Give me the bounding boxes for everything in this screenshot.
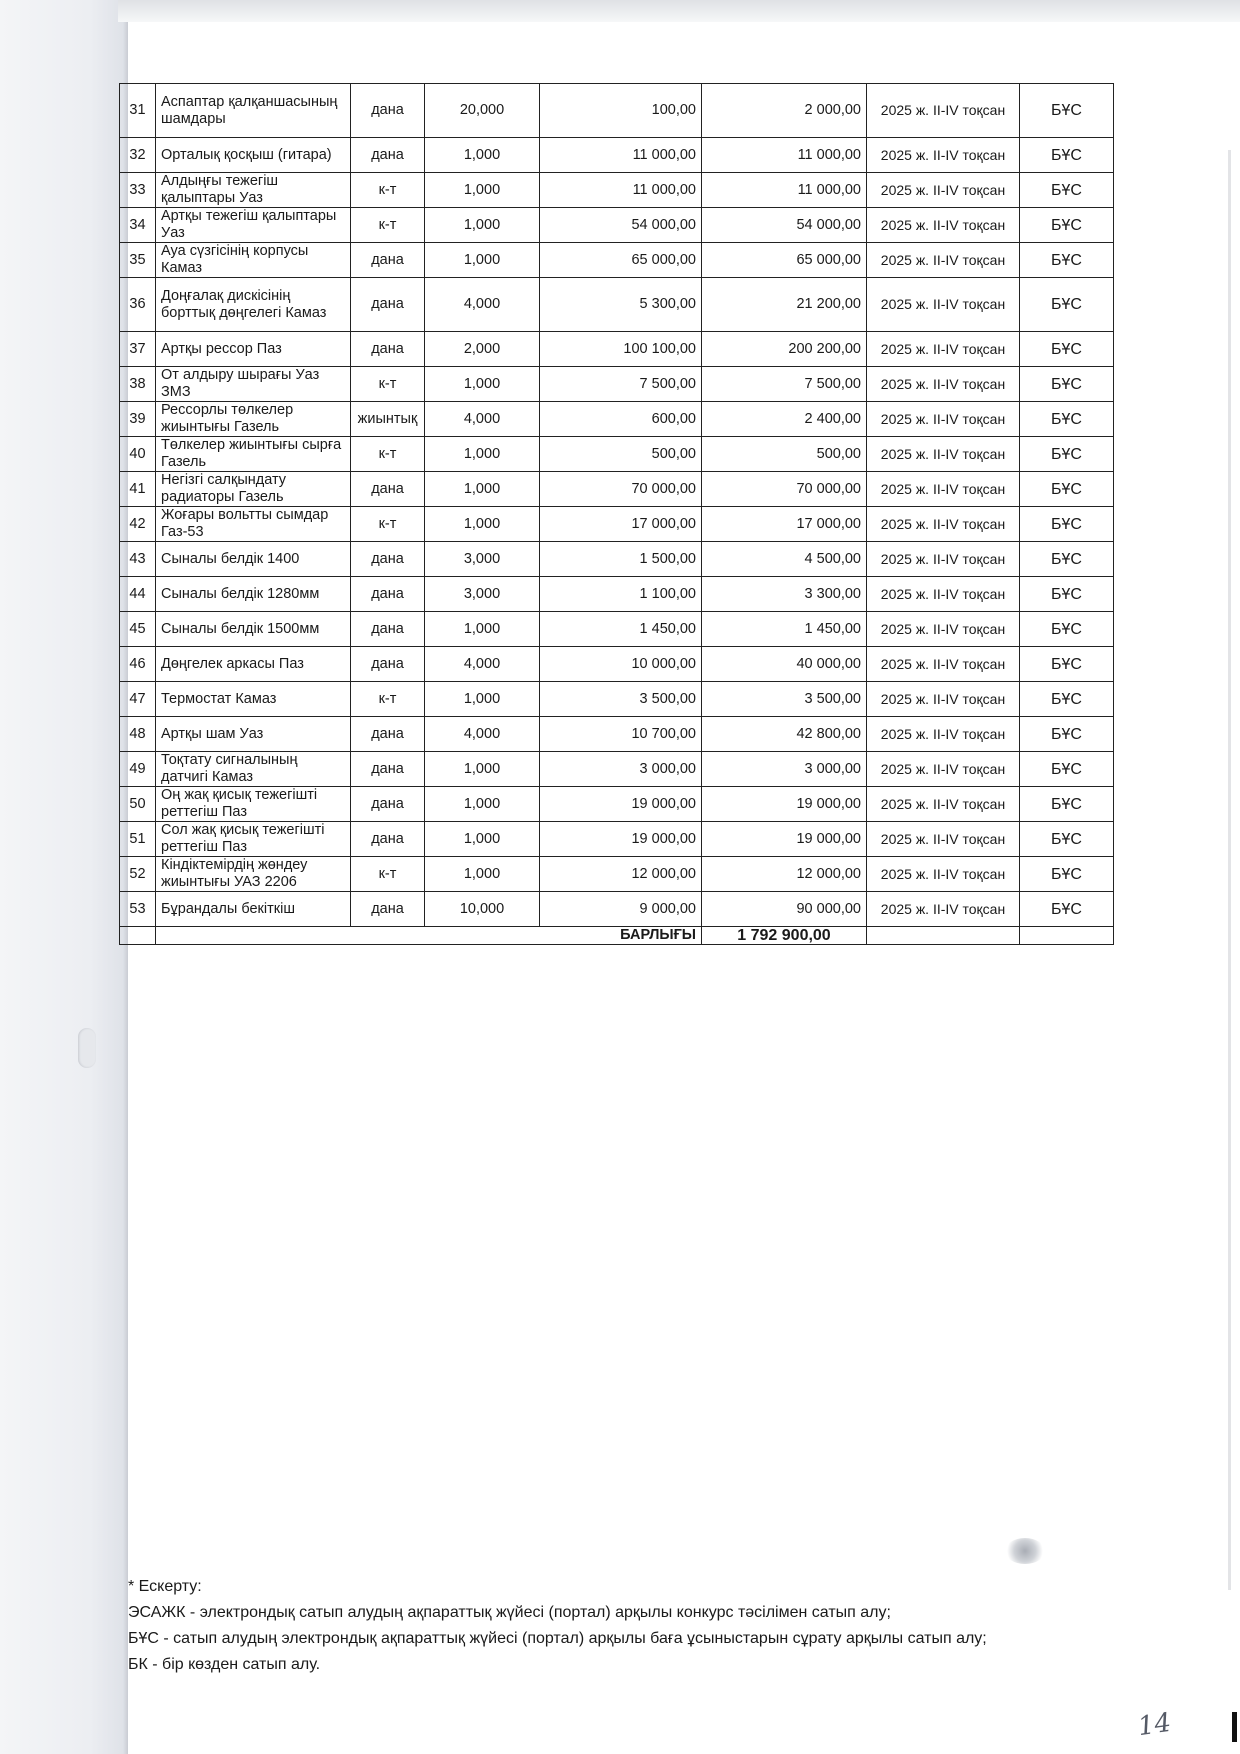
unit-cell: дана bbox=[351, 612, 425, 647]
row-number-cell: 45 bbox=[120, 612, 156, 647]
unit-price-cell: 65 000,00 bbox=[540, 243, 702, 278]
unit-cell: дана bbox=[351, 542, 425, 577]
row-number-cell: 52 bbox=[120, 857, 156, 892]
delivery-period-cell: 2025 ж. II-IV тоқсан bbox=[867, 332, 1020, 367]
delivery-period-cell: 2025 ж. II-IV тоқсан bbox=[867, 857, 1020, 892]
unit-price-cell: 5 300,00 bbox=[540, 278, 702, 332]
unit-cell: к-т bbox=[351, 437, 425, 472]
quantity-cell: 4,000 bbox=[425, 278, 540, 332]
delivery-period-cell: 2025 ж. II-IV тоқсан bbox=[867, 402, 1020, 437]
item-name-cell: От алдыру шырағы Уаз ЗМЗ bbox=[156, 367, 351, 402]
table-row bbox=[120, 787, 1114, 822]
amount-cell: 19 000,00 bbox=[702, 787, 867, 822]
amount-cell: 500,00 bbox=[702, 437, 867, 472]
table-row bbox=[120, 208, 1114, 243]
amount-cell: 70 000,00 bbox=[702, 472, 867, 507]
row-number-cell: 37 bbox=[120, 332, 156, 367]
quantity-cell: 1,000 bbox=[425, 138, 540, 173]
table-row bbox=[120, 472, 1114, 507]
unit-cell: дана bbox=[351, 892, 425, 927]
unit-cell: дана bbox=[351, 822, 425, 857]
scan-shadow-top bbox=[118, 0, 1240, 22]
table-row bbox=[120, 138, 1114, 173]
unit-price-cell: 19 000,00 bbox=[540, 787, 702, 822]
total-value: 1 792 900,00 bbox=[702, 927, 867, 945]
delivery-period-cell: 2025 ж. II-IV тоқсан bbox=[867, 507, 1020, 542]
amount-cell: 54 000,00 bbox=[702, 208, 867, 243]
unit-cell: дана bbox=[351, 243, 425, 278]
page-number: 14 bbox=[1136, 1707, 1174, 1743]
amount-cell: 2 400,00 bbox=[702, 402, 867, 437]
table-row bbox=[120, 437, 1114, 472]
item-name-cell: Артқы тежегіш қалыптары Уаз bbox=[156, 208, 351, 243]
table-row bbox=[120, 752, 1114, 787]
procurement-method-cell: БҰС bbox=[1020, 507, 1114, 542]
procurement-method-cell: БҰС bbox=[1020, 138, 1114, 173]
row-number-cell: 43 bbox=[120, 542, 156, 577]
row-number-cell: 39 bbox=[120, 402, 156, 437]
unit-cell: к-т bbox=[351, 208, 425, 243]
table-row bbox=[120, 332, 1114, 367]
quantity-cell: 1,000 bbox=[425, 173, 540, 208]
unit-cell: жиынтық bbox=[351, 402, 425, 437]
amount-cell: 4 500,00 bbox=[702, 542, 867, 577]
item-name-cell: Артқы шам Уаз bbox=[156, 717, 351, 752]
delivery-period-cell: 2025 ж. II-IV тоқсан bbox=[867, 243, 1020, 278]
table-row bbox=[120, 84, 1114, 138]
unit-cell: дана bbox=[351, 278, 425, 332]
amount-cell: 11 000,00 bbox=[702, 173, 867, 208]
procurement-table bbox=[119, 83, 1114, 945]
unit-cell: дана bbox=[351, 472, 425, 507]
scan-shadow-left bbox=[0, 0, 128, 1754]
delivery-period-cell: 2025 ж. II-IV тоқсан bbox=[867, 437, 1020, 472]
unit-price-cell: 7 500,00 bbox=[540, 367, 702, 402]
total-empty-cell bbox=[867, 927, 1020, 945]
procurement-method-cell: БҰС bbox=[1020, 682, 1114, 717]
delivery-period-cell: 2025 ж. II-IV тоқсан bbox=[867, 822, 1020, 857]
delivery-period-cell: 2025 ж. II-IV тоқсан bbox=[867, 892, 1020, 927]
quantity-cell: 4,000 bbox=[425, 647, 540, 682]
unit-cell: к-т bbox=[351, 682, 425, 717]
amount-cell: 12 000,00 bbox=[702, 857, 867, 892]
quantity-cell: 10,000 bbox=[425, 892, 540, 927]
row-number-cell: 36 bbox=[120, 278, 156, 332]
row-number-cell: 40 bbox=[120, 437, 156, 472]
unit-price-cell: 11 000,00 bbox=[540, 138, 702, 173]
item-name-cell: Тоқтату сигналының датчигі Камаз bbox=[156, 752, 351, 787]
item-name-cell: Оң жақ қисық тежегішті реттегіш Паз bbox=[156, 787, 351, 822]
amount-cell: 40 000,00 bbox=[702, 647, 867, 682]
item-name-cell: Сыналы белдік 1280мм bbox=[156, 577, 351, 612]
unit-cell: к-т bbox=[351, 857, 425, 892]
quantity-cell: 1,000 bbox=[425, 472, 540, 507]
item-name-cell: Аспаптар қалқаншасының шамдары bbox=[156, 84, 351, 138]
row-number-cell: 46 bbox=[120, 647, 156, 682]
item-name-cell: Ауа сүзгісінің корпусы Камаз bbox=[156, 243, 351, 278]
unit-cell: дана bbox=[351, 577, 425, 612]
procurement-method-cell: БҰС bbox=[1020, 437, 1114, 472]
unit-price-cell: 9 000,00 bbox=[540, 892, 702, 927]
delivery-period-cell: 2025 ж. II-IV тоқсан bbox=[867, 472, 1020, 507]
unit-price-cell: 1 450,00 bbox=[540, 612, 702, 647]
unit-price-cell: 19 000,00 bbox=[540, 822, 702, 857]
scan-edge-mark bbox=[1232, 1712, 1237, 1742]
delivery-period-cell: 2025 ж. II-IV тоқсан bbox=[867, 367, 1020, 402]
unit-cell: к-т bbox=[351, 173, 425, 208]
delivery-period-cell: 2025 ж. II-IV тоқсан bbox=[867, 717, 1020, 752]
footnote-line-bk: БК - бір көзден сатып алу. bbox=[128, 1656, 321, 1673]
quantity-cell: 4,000 bbox=[425, 402, 540, 437]
delivery-period-cell: 2025 ж. II-IV тоқсан bbox=[867, 278, 1020, 332]
quantity-cell: 3,000 bbox=[425, 542, 540, 577]
row-number-cell: 32 bbox=[120, 138, 156, 173]
unit-cell: дана bbox=[351, 787, 425, 822]
row-number-cell: 50 bbox=[120, 787, 156, 822]
scan-stain bbox=[1005, 1538, 1045, 1564]
unit-cell: к-т bbox=[351, 367, 425, 402]
total-row bbox=[120, 927, 1114, 945]
procurement-method-cell: БҰС bbox=[1020, 822, 1114, 857]
total-empty-cell bbox=[120, 927, 156, 945]
row-number-cell: 41 bbox=[120, 472, 156, 507]
procurement-method-cell: БҰС bbox=[1020, 752, 1114, 787]
amount-cell: 2 000,00 bbox=[702, 84, 867, 138]
unit-price-cell: 11 000,00 bbox=[540, 173, 702, 208]
quantity-cell: 1,000 bbox=[425, 208, 540, 243]
unit-cell: дана bbox=[351, 647, 425, 682]
procurement-method-cell: БҰС bbox=[1020, 332, 1114, 367]
footnote bbox=[128, 1574, 1128, 1678]
unit-price-cell: 54 000,00 bbox=[540, 208, 702, 243]
table-row bbox=[120, 243, 1114, 278]
delivery-period-cell: 2025 ж. II-IV тоқсан bbox=[867, 577, 1020, 612]
item-name-cell: Алдыңғы тежегіш қалыптары Уаз bbox=[156, 173, 351, 208]
row-number-cell: 33 bbox=[120, 173, 156, 208]
quantity-cell: 1,000 bbox=[425, 507, 540, 542]
procurement-method-cell: БҰС bbox=[1020, 243, 1114, 278]
quantity-cell: 4,000 bbox=[425, 717, 540, 752]
quantity-cell: 1,000 bbox=[425, 437, 540, 472]
quantity-cell: 1,000 bbox=[425, 752, 540, 787]
amount-cell: 19 000,00 bbox=[702, 822, 867, 857]
row-number-cell: 42 bbox=[120, 507, 156, 542]
amount-cell: 21 200,00 bbox=[702, 278, 867, 332]
unit-cell: дана bbox=[351, 752, 425, 787]
unit-price-cell: 1 100,00 bbox=[540, 577, 702, 612]
quantity-cell: 1,000 bbox=[425, 612, 540, 647]
unit-price-cell: 10 700,00 bbox=[540, 717, 702, 752]
table-row bbox=[120, 857, 1114, 892]
row-number-cell: 31 bbox=[120, 84, 156, 138]
item-name-cell: Сол жақ қисық тежегішті реттегіш Паз bbox=[156, 822, 351, 857]
scan-fold-line bbox=[1228, 150, 1231, 1590]
table-row bbox=[120, 717, 1114, 752]
amount-cell: 42 800,00 bbox=[702, 717, 867, 752]
amount-cell: 11 000,00 bbox=[702, 138, 867, 173]
quantity-cell: 1,000 bbox=[425, 682, 540, 717]
delivery-period-cell: 2025 ж. II-IV тоқсан bbox=[867, 787, 1020, 822]
footnote-title: * Ескерту: bbox=[128, 1578, 202, 1595]
procurement-method-cell: БҰС bbox=[1020, 892, 1114, 927]
procurement-method-cell: БҰС bbox=[1020, 208, 1114, 243]
unit-price-cell: 17 000,00 bbox=[540, 507, 702, 542]
procurement-method-cell: БҰС bbox=[1020, 173, 1114, 208]
row-number-cell: 35 bbox=[120, 243, 156, 278]
item-name-cell: Кіндіктемірдің жөндеу жиынтығы УАЗ 2206 bbox=[156, 857, 351, 892]
table-row bbox=[120, 507, 1114, 542]
unit-price-cell: 70 000,00 bbox=[540, 472, 702, 507]
item-name-cell: Артқы рессор Паз bbox=[156, 332, 351, 367]
quantity-cell: 1,000 bbox=[425, 367, 540, 402]
table-row bbox=[120, 278, 1114, 332]
delivery-period-cell: 2025 ж. II-IV тоқсан bbox=[867, 752, 1020, 787]
table-row bbox=[120, 892, 1114, 927]
unit-price-cell: 100 100,00 bbox=[540, 332, 702, 367]
procurement-method-cell: БҰС bbox=[1020, 402, 1114, 437]
amount-cell: 3 500,00 bbox=[702, 682, 867, 717]
quantity-cell: 2,000 bbox=[425, 332, 540, 367]
delivery-period-cell: 2025 ж. II-IV тоқсан bbox=[867, 542, 1020, 577]
delivery-period-cell: 2025 ж. II-IV тоқсан bbox=[867, 173, 1020, 208]
procurement-method-cell: БҰС bbox=[1020, 577, 1114, 612]
procurement-method-cell: БҰС bbox=[1020, 278, 1114, 332]
item-name-cell: Негізгі салқындату радиаторы Газель bbox=[156, 472, 351, 507]
procurement-method-cell: БҰС bbox=[1020, 612, 1114, 647]
item-name-cell: Рессорлы төлкелер жиынтығы Газель bbox=[156, 402, 351, 437]
delivery-period-cell: 2025 ж. II-IV тоқсан bbox=[867, 208, 1020, 243]
total-label: БАРЛЫҒЫ bbox=[156, 927, 702, 945]
quantity-cell: 20,000 bbox=[425, 84, 540, 138]
item-name-cell: Термостат Камаз bbox=[156, 682, 351, 717]
amount-cell: 90 000,00 bbox=[702, 892, 867, 927]
amount-cell: 200 200,00 bbox=[702, 332, 867, 367]
punch-hole bbox=[78, 1028, 96, 1068]
procurement-method-cell: БҰС bbox=[1020, 542, 1114, 577]
unit-cell: дана bbox=[351, 332, 425, 367]
item-name-cell: Төлкелер жиынтығы сырға Газель bbox=[156, 437, 351, 472]
table-row bbox=[120, 367, 1114, 402]
item-name-cell: Сыналы белдік 1400 bbox=[156, 542, 351, 577]
unit-cell: дана bbox=[351, 138, 425, 173]
procurement-method-cell: БҰС bbox=[1020, 367, 1114, 402]
unit-cell: дана bbox=[351, 84, 425, 138]
row-number-cell: 47 bbox=[120, 682, 156, 717]
table-row bbox=[120, 577, 1114, 612]
unit-price-cell: 600,00 bbox=[540, 402, 702, 437]
table-row bbox=[120, 542, 1114, 577]
row-number-cell: 53 bbox=[120, 892, 156, 927]
table-row bbox=[120, 173, 1114, 208]
delivery-period-cell: 2025 ж. II-IV тоқсан bbox=[867, 84, 1020, 138]
item-name-cell: Жоғары вольтты сымдар Газ-53 bbox=[156, 507, 351, 542]
quantity-cell: 1,000 bbox=[425, 243, 540, 278]
delivery-period-cell: 2025 ж. II-IV тоқсан bbox=[867, 682, 1020, 717]
item-name-cell: Бұрандалы бекіткіш bbox=[156, 892, 351, 927]
row-number-cell: 48 bbox=[120, 717, 156, 752]
unit-cell: к-т bbox=[351, 507, 425, 542]
amount-cell: 3 000,00 bbox=[702, 752, 867, 787]
unit-price-cell: 10 000,00 bbox=[540, 647, 702, 682]
unit-price-cell: 3 500,00 bbox=[540, 682, 702, 717]
table-row bbox=[120, 682, 1114, 717]
amount-cell: 1 450,00 bbox=[702, 612, 867, 647]
table-row bbox=[120, 647, 1114, 682]
procurement-method-cell: БҰС bbox=[1020, 717, 1114, 752]
total-empty-cell bbox=[1020, 927, 1114, 945]
amount-cell: 7 500,00 bbox=[702, 367, 867, 402]
item-name-cell: Доңғалақ дискісінің борттық дөңгелегі Камаз bbox=[156, 278, 351, 332]
row-number-cell: 38 bbox=[120, 367, 156, 402]
row-number-cell: 51 bbox=[120, 822, 156, 857]
row-number-cell: 34 bbox=[120, 208, 156, 243]
unit-price-cell: 100,00 bbox=[540, 84, 702, 138]
row-number-cell: 44 bbox=[120, 577, 156, 612]
delivery-period-cell: 2025 ж. II-IV тоқсан bbox=[867, 138, 1020, 173]
quantity-cell: 3,000 bbox=[425, 577, 540, 612]
unit-price-cell: 500,00 bbox=[540, 437, 702, 472]
unit-price-cell: 1 500,00 bbox=[540, 542, 702, 577]
footnote-line-esazhk: ЭСАЖК - электрондық сатып алудың ақпараттық жүйесі (портал) арқылы конкурс тәсілімен сатып алу; bbox=[128, 1604, 891, 1621]
amount-cell: 65 000,00 bbox=[702, 243, 867, 278]
amount-cell: 17 000,00 bbox=[702, 507, 867, 542]
delivery-period-cell: 2025 ж. II-IV тоқсан bbox=[867, 647, 1020, 682]
row-number-cell: 49 bbox=[120, 752, 156, 787]
unit-price-cell: 12 000,00 bbox=[540, 857, 702, 892]
quantity-cell: 1,000 bbox=[425, 857, 540, 892]
procurement-method-cell: БҰС bbox=[1020, 857, 1114, 892]
procurement-table-body bbox=[120, 84, 1114, 945]
unit-price-cell: 3 000,00 bbox=[540, 752, 702, 787]
procurement-method-cell: БҰС bbox=[1020, 472, 1114, 507]
procurement-method-cell: БҰС bbox=[1020, 647, 1114, 682]
table-row bbox=[120, 402, 1114, 437]
item-name-cell: Сыналы белдік 1500мм bbox=[156, 612, 351, 647]
amount-cell: 3 300,00 bbox=[702, 577, 867, 612]
footnote-line-bus: БҰС - сатып алудың электрондық ақпараттық жүйесі (портал) арқылы баға ұсыныстарын сұрату арқылы сатып алу; bbox=[128, 1630, 987, 1647]
procurement-method-cell: БҰС bbox=[1020, 787, 1114, 822]
quantity-cell: 1,000 bbox=[425, 822, 540, 857]
table-row bbox=[120, 822, 1114, 857]
item-name-cell: Дөңгелек аркасы Паз bbox=[156, 647, 351, 682]
table-row bbox=[120, 612, 1114, 647]
quantity-cell: 1,000 bbox=[425, 787, 540, 822]
item-name-cell: Орталық қосқыш (гитара) bbox=[156, 138, 351, 173]
delivery-period-cell: 2025 ж. II-IV тоқсан bbox=[867, 612, 1020, 647]
procurement-method-cell: БҰС bbox=[1020, 84, 1114, 138]
unit-cell: дана bbox=[351, 717, 425, 752]
